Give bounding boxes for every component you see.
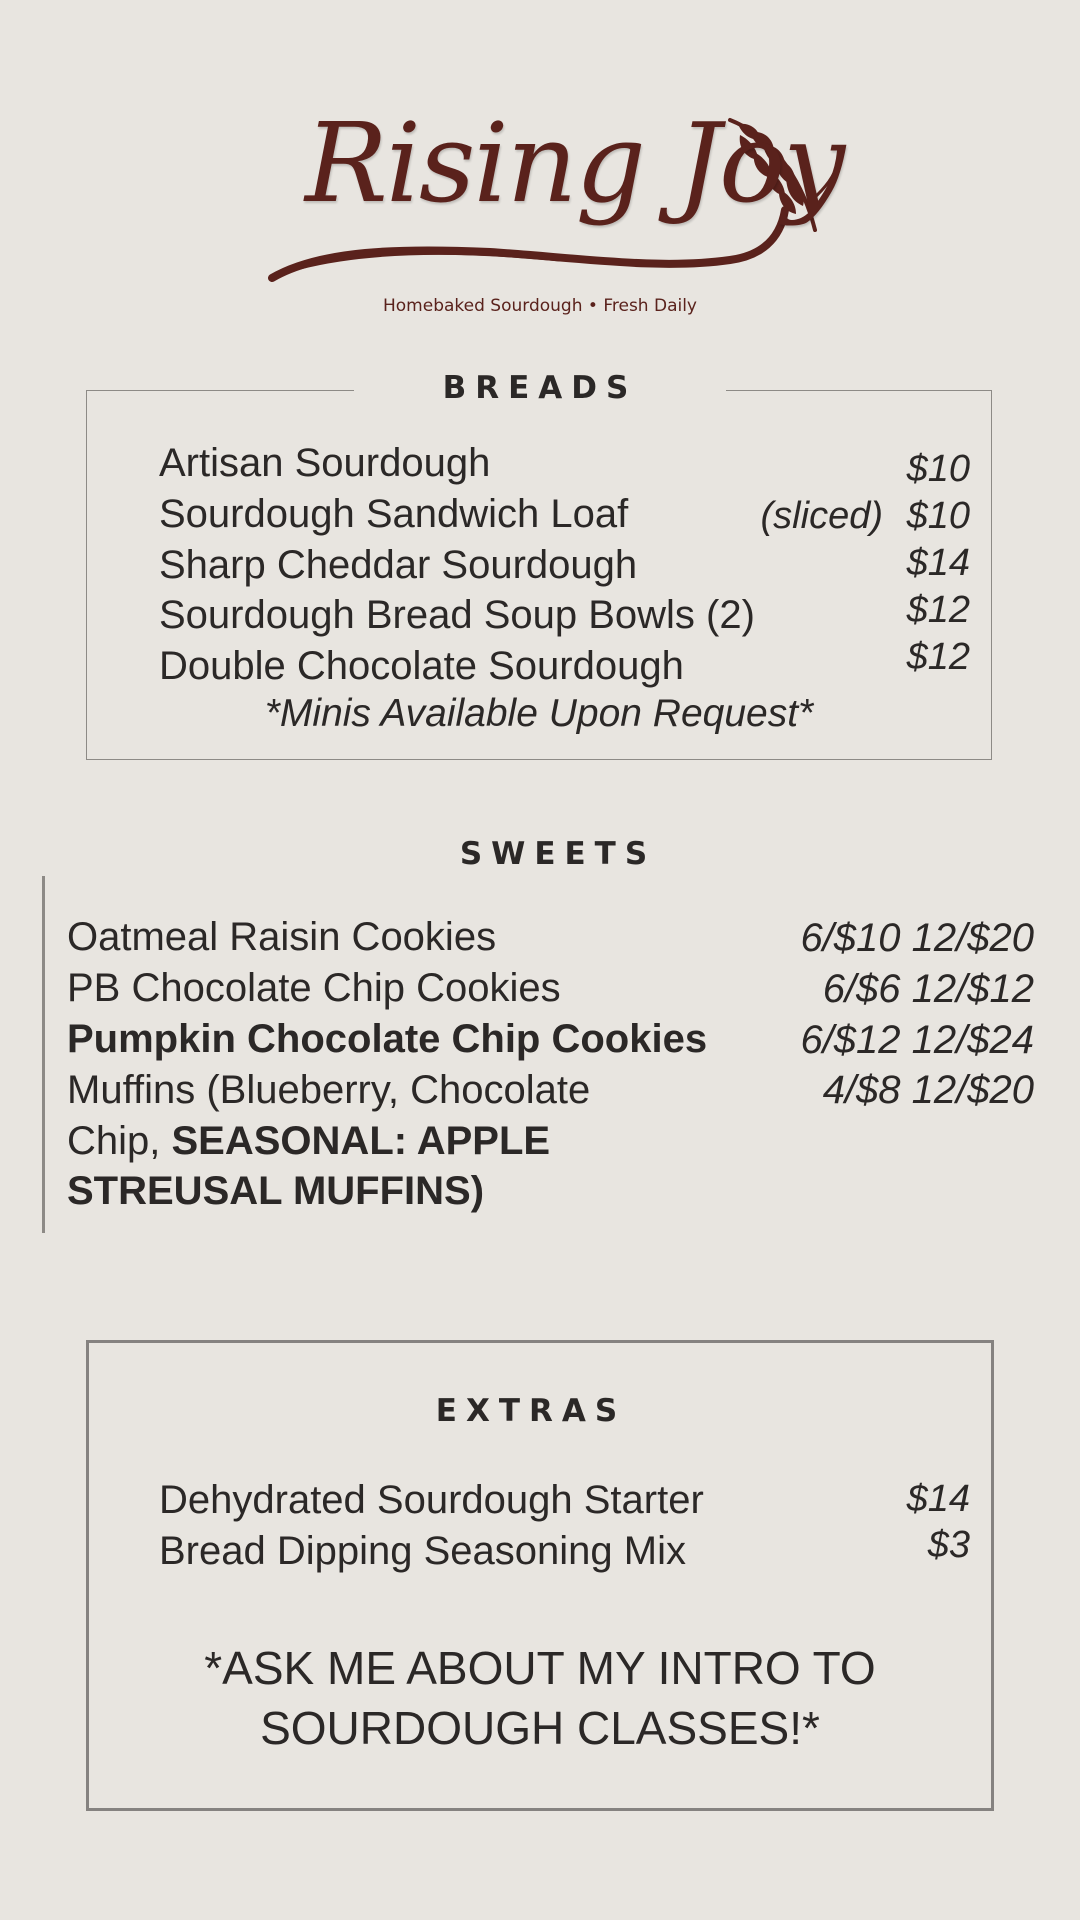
bread-item-price: $10 (906, 495, 970, 537)
sweet-item-price: 4/$8 12/$20 (822, 1068, 1034, 1112)
sweet-item-price: 6/$10 12/$20 (800, 916, 1034, 960)
sweets-title: SWEETS (459, 836, 657, 872)
sweet-item-name: Oatmeal Raisin Cookies (67, 915, 497, 959)
bread-item-name: Double Chocolate Sourdough (159, 644, 684, 688)
sweet-item-name-part: Chip, (67, 1119, 172, 1163)
logo (0, 100, 1080, 330)
tagline: Homebaked Sourdough • Fresh Daily (383, 296, 697, 316)
sweet-item-name: Pumpkin Chocolate Chip Cookies (67, 1017, 708, 1061)
sweet-item-price: 6/$6 12/$12 (822, 967, 1034, 1011)
bread-item-price: $14 (906, 542, 970, 584)
classes-callout: SOURDOUGH CLASSES!* (260, 1702, 820, 1754)
bread-item-name: Sharp Cheddar Sourdough (159, 543, 638, 587)
bread-item-price: $12 (906, 636, 970, 678)
bread-item-name: Sourdough Sandwich Loaf (159, 492, 629, 536)
sweet-item-price: 6/$12 12/$24 (800, 1018, 1034, 1062)
bread-item-name: Artisan Sourdough (159, 441, 491, 485)
extra-item-name: Dehydrated Sourdough Starter (159, 1478, 704, 1522)
extra-item-price: $3 (927, 1524, 970, 1566)
bread-item-name: Sourdough Bread Soup Bowls (2) (159, 593, 755, 637)
seasonal-label-continued: STREUSAL MUFFINS) (67, 1169, 485, 1213)
logo-wordmark: Rising Joy (305, 99, 844, 227)
sweet-item-name-continued (67, 1116, 550, 1167)
bread-item-price: $10 (906, 448, 970, 490)
sweets-accent-bar (42, 876, 45, 1233)
classes-callout: *ASK ME ABOUT MY INTRO TO (204, 1642, 876, 1694)
sweet-item-name: PB Chocolate Chip Cookies (67, 966, 561, 1010)
seasonal-label: SEASONAL: APPLE (171, 1119, 551, 1163)
extra-item-name: Bread Dipping Seasoning Mix (159, 1529, 686, 1573)
sweet-item-name: Muffins (Blueberry, Chocolate (67, 1068, 591, 1112)
minis-note: *Minis Available Upon Request* (264, 692, 814, 735)
extras-title: EXTRAS (435, 1393, 627, 1429)
bread-item-note: (sliced) (760, 495, 883, 537)
breads-title: BREADS (442, 370, 638, 406)
extra-item-price: $14 (906, 1478, 970, 1520)
bread-item-price: $12 (906, 589, 970, 631)
